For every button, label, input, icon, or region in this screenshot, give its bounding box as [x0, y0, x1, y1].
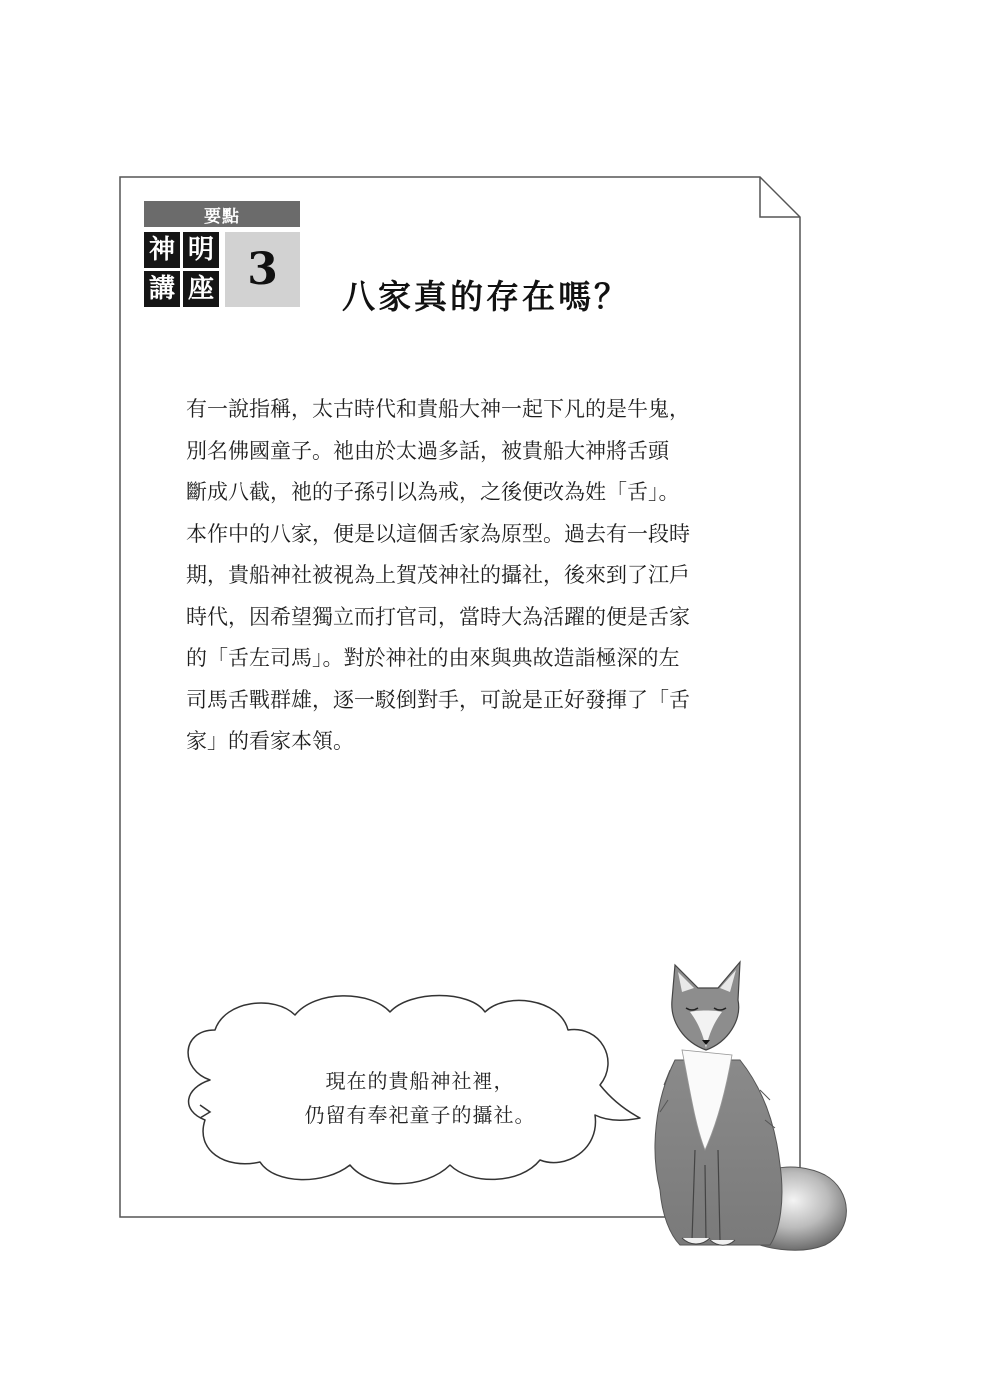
- body-line: 別名佛國童子。祂由於太過多話，被貴船大神將舌頭: [186, 438, 669, 463]
- badge-char: 神: [144, 232, 180, 268]
- body-line: 期，貴船神社被視為上賀茂神社的攝社，後來到了江戶: [186, 563, 690, 587]
- badge-char: 座: [183, 271, 219, 307]
- speech-text: [270, 1064, 570, 1132]
- badge-number: 3: [225, 232, 300, 307]
- body-line: 的「舌左司馬」。對於神社的由來與典故造詣極深的左: [186, 646, 680, 670]
- body-line: 時代，因希望獨立而打官司，當時大為活躍的便是舌家: [186, 604, 690, 629]
- speech-line: 仍留有奉祀童子的攝社。: [304, 1103, 536, 1127]
- page-title: 八家真的存在嗎？: [342, 277, 630, 316]
- badge-header: 要點: [144, 201, 300, 227]
- fox-icon: [620, 950, 860, 1260]
- speech-line: 現在的貴船神社裡，: [325, 1069, 515, 1093]
- body-line: 司馬舌戰群雄，逐一駁倒對手，可說是正好發揮了「舌: [186, 687, 690, 712]
- body-line: 家」的看家本領。: [186, 729, 354, 753]
- body-line: 本作中的八家，便是以這個舌家為原型。過去有一段時: [186, 521, 690, 546]
- badge-char: 明: [183, 232, 219, 268]
- body-line: 有一說指稱，太古時代和貴船大神一起下凡的是牛鬼，: [186, 397, 690, 421]
- badge-char: 講: [144, 271, 180, 307]
- body-line: 斷成八截，祂的子孫引以為戒，之後便改為姓「舌」。: [186, 480, 680, 504]
